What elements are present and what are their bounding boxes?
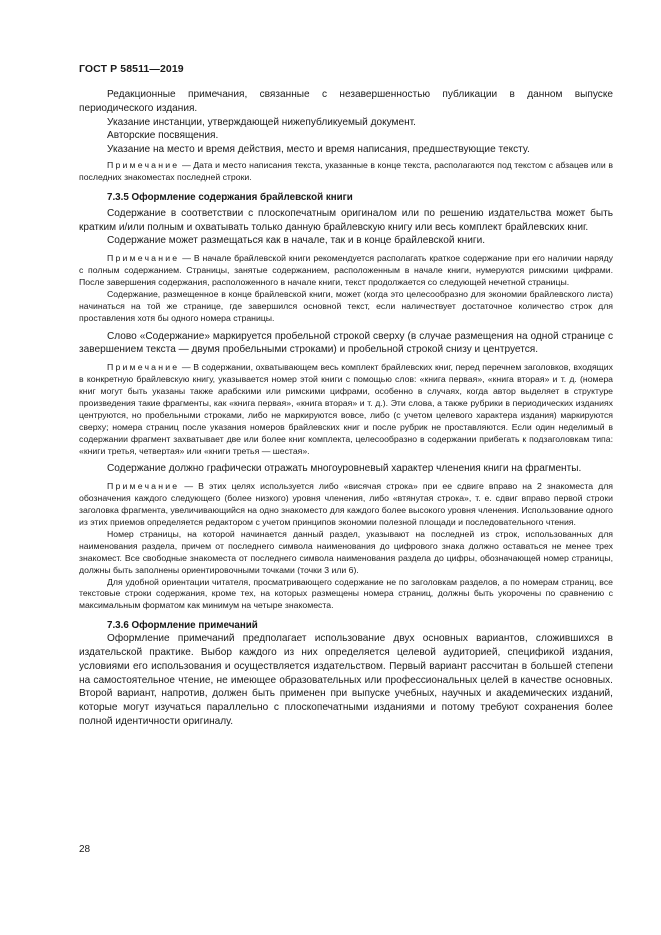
section-heading: 7.3.6 Оформление примечаний — [107, 620, 258, 632]
note-text: — В начале брайлевской книги рекомендуется располагать краткое содержание при его наличии наряду с полным содержанием. Страницы, занятые содержанием, расположенным в начале книги, нумеруются римскими цифрами. После завершения содержания, расположенного в начале книги, текст продолжается со следующей нечетной страницы. — [79, 253, 613, 287]
paragraph: Слово «Содержание» маркируется пробельной строкой сверху (в случае размещения на одной странице с завершением текста — двумя пробельными строками) и пробельной строкой снизу и центруется. — [79, 330, 613, 356]
paragraph: Указание инстанции, утверждающей нижепубликуемый документ. — [107, 116, 416, 128]
paragraph: Содержание может размещаться как в начале, так и в конце брайлевской книги. — [107, 235, 486, 247]
note-text: — В содержании, охватывающем весь комплект брайлевских книг, перед перечнем заголовков, входящих в конкретную брайлевскую книгу, указывается номер этой книги с помощью слов: «книга первая», «книга вторая» и т. д. (номера книг могут быть указаны также арабскими или римскими цифрами, особенно в случаях, когда автор выделяет в структуре произведения такие фрагменты, как «книга первая», «книга вторая» и т. д.). Эти слова, а также рубрики в периодических изданиях центруются, но пробельными строками, либо не маркируются вовсе, либо (с учетом целевого характера издания) маркируются сверху; номера страниц после указания номеров брайлевских книг и после рубрик не проставляются. Если один неделимый в содержании фрагмент захватывает две или более книг комплекта, целесообразно в содержании прибегать к подзаголовкам типа: «книги третья, четвертая» или «книги третья — шестая». — [79, 362, 613, 456]
note — [79, 253, 613, 289]
page-number: 28 — [79, 844, 91, 855]
note-continuation: Номер страницы, на которой начинается данный раздел, указывают на последней из строк, использованных для наименования раздела, причем от последнего символа наименования до цифрового знака должно оставаться не менее трех знакомест. Все свободные знакоместа от последнего символа наименования раздела до цифры, обозначающей номер страницы, должны быть заполнены ориентировочными точками (точки 3 или 6). — [79, 528, 613, 575]
paragraph: Редакционные примечания, связанные с незавершенностью публикации в данном выпуске периодического издания. — [79, 89, 613, 114]
paragraph: Содержание должно графически отражать многоуровневый характер членения книги на фрагменты. — [107, 463, 582, 475]
paragraph: Содержание в соответствии с плоскопечатным оригиналом или по решению издательства может быть кратким и/или полным и охватывать только данную брайлевскую книгу или весь комплект брайлевских книг. — [79, 207, 613, 233]
note-continuation: Для удобной ориентации читателя, просматривающего содержание не по заголовкам разделов, а по номерам страниц, все текстовые строки содержания, кроме тех, на которых размещены номера страниц, должны быть укорочены по сравнению с максимальным форматом как минимум на четыре знакоместа. — [79, 576, 613, 611]
note — [79, 481, 613, 529]
paragraph: Указание на место и время действия, место и время написания, предшествующие тексту. — [107, 144, 530, 156]
paragraph: Авторские посвящения. — [107, 130, 219, 142]
note-label: Примечание — [107, 159, 180, 170]
note — [79, 160, 613, 184]
page-content — [79, 88, 613, 729]
note-text: — В этих целях используется либо «висячая строка» при ее сдвиге вправо на 2 знакоместа для обозначения каждого следующего (более низкого) уровня членения, либо «втянутая строка», т. е. сдвиг вправо первой строки заголовка фрагмента, увеличивающийся на одно знакоместо для каждого более высокого уровня членения. Использование одного из этих приемов определяется редактором с учетом принципов экономии полезной площади и последовательного чтения. — [79, 481, 613, 527]
section-heading: 7.3.5 Оформление содержания брайлевской книги — [107, 191, 353, 203]
note-label: Примечание — [107, 253, 180, 264]
paragraph: Оформление примечаний предполагает использование двух основных вариантов, сложившихся в издательской практике. Выбор каждого из них определяется целевой аудиторией, спецификой издания, условиями его использования и осуществляется издательством. Первый вариант рассчитан в большей степени на самостоятельное чтение, не имеющее образовательных или профессиональных целей в качестве основных. Второй вариант, напротив, должен быть применен при выпуске учебных, научных и академических изданий, которые могут изучаться параллельно с плоскопечатными изданиями и потому требуют сохранения более полной идентичности оригиналу. — [79, 633, 613, 728]
note-label: Примечание — [107, 362, 180, 373]
document-header: ГОСТ Р 58511—2019 — [79, 63, 184, 75]
note-continuation: Содержание, размещенное в конце брайлевской книги, может (когда это целесообразно для экономии брайлевского листа) начинаться на той же странице, где завершился основной текст, если наличествует достаточное количество строк для проставления хотя бы одного номера страницы. — [79, 288, 613, 323]
note-label: Примечание — [107, 481, 180, 492]
note — [79, 362, 613, 457]
note-text: — Дата и место написания текста, указанные в конце текста, располагаются под текстом с абзацев или в последних знакоместах последней строки. — [79, 159, 613, 182]
